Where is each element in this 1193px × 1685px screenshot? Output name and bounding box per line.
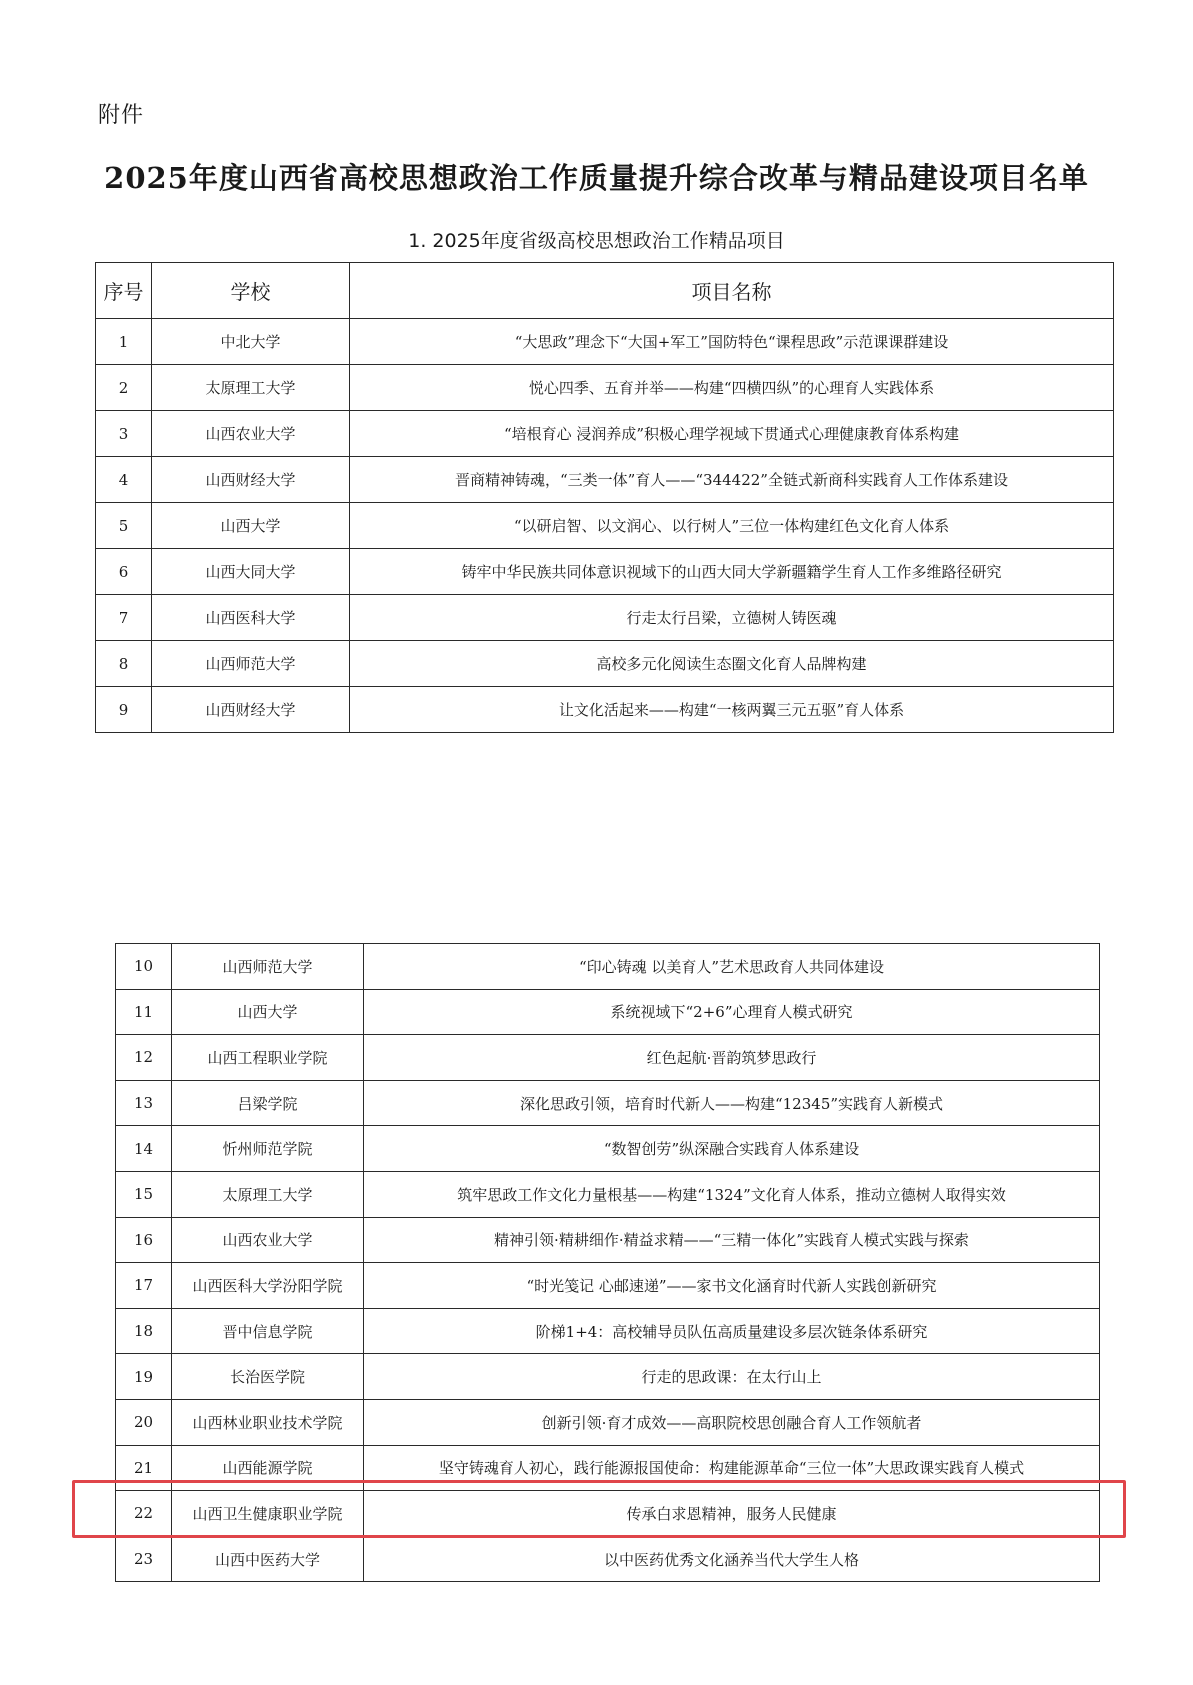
document-title: 2025年度山西省高校思想政治工作质量提升综合改革与精品建设项目名单 [104, 161, 1089, 195]
cell-school: 山西林业职业技术学院 [172, 1399, 364, 1445]
cell-project: 让文化活起来——构建“一核两翼三元五驱”育人体系 [350, 687, 1114, 733]
cell-project: 红色起航·晋韵筑梦思政行 [364, 1035, 1100, 1081]
table-row [116, 1354, 1100, 1400]
cell-seq: 22 [116, 1491, 172, 1537]
cell-school: 太原理工大学 [152, 365, 350, 411]
table-row [96, 411, 1114, 457]
cell-project: 铸牢中华民族共同体意识视域下的山西大同大学新疆籍学生育人工作多维路径研究 [350, 549, 1114, 595]
attachment-label: 附件 [98, 103, 145, 128]
cell-project: “数智创劳”纵深融合实践育人体系建设 [364, 1126, 1100, 1172]
table-row [96, 595, 1114, 641]
table-row [96, 503, 1114, 549]
cell-project: 传承白求恩精神，服务人民健康 [364, 1491, 1100, 1537]
cell-seq: 11 [116, 989, 172, 1035]
cell-seq: 16 [116, 1217, 172, 1263]
cell-school: 中北大学 [152, 319, 350, 365]
cell-project: “培根育心 浸润养成”积极心理学视域下贯通式心理健康教育体系构建 [350, 411, 1114, 457]
cell-school: 山西师范大学 [152, 641, 350, 687]
cell-project: 坚守铸魂育人初心，践行能源报国使命：构建能源革命“三位一体”大思政课实践育人模式 [364, 1445, 1100, 1491]
cell-school: 吕梁学院 [172, 1080, 364, 1126]
cell-school: 山西师范大学 [172, 944, 364, 990]
table-row [116, 1080, 1100, 1126]
cell-project: “时光笺记 心邮速递”——家书文化涵育时代新人实践创新研究 [364, 1263, 1100, 1309]
cell-project: 阶梯1+4：高校辅导员队伍高质量建设多层次链条体系研究 [364, 1308, 1100, 1354]
table-header-row [96, 263, 1114, 319]
cell-project: 系统视域下“2+6”心理育人模式研究 [364, 989, 1100, 1035]
cell-project: 高校多元化阅读生态圈文化育人品牌构建 [350, 641, 1114, 687]
cell-school: 山西大学 [152, 503, 350, 549]
cell-school: 山西财经大学 [152, 687, 350, 733]
header-seq: 序号 [96, 263, 152, 319]
table-row [116, 1171, 1100, 1217]
cell-project: “大思政”理念下“大国+军工”国防特色“课程思政”示范课课群建设 [350, 319, 1114, 365]
cell-seq: 14 [116, 1126, 172, 1172]
cell-project: 悦心四季、五育并举——构建“四横四纵”的心理育人实践体系 [350, 365, 1114, 411]
cell-seq: 7 [96, 595, 152, 641]
cell-seq: 17 [116, 1263, 172, 1309]
cell-seq: 3 [96, 411, 152, 457]
cell-school: 山西卫生健康职业学院 [172, 1491, 364, 1537]
cell-project: 晋商精神铸魂，“三类一体”育人——“344422”全链式新商科实践育人工作体系建设 [350, 457, 1114, 503]
table-row [96, 457, 1114, 503]
table-row [116, 1126, 1100, 1172]
table-row [116, 1445, 1100, 1491]
project-table-page-1 [95, 262, 1114, 733]
cell-school: 忻州师范学院 [172, 1126, 364, 1172]
cell-seq: 5 [96, 503, 152, 549]
cell-seq: 19 [116, 1354, 172, 1400]
cell-project: 行走的思政课：在太行山上 [364, 1354, 1100, 1400]
cell-school: 山西医科大学汾阳学院 [172, 1263, 364, 1309]
cell-project: “以研启智、以文润心、以行树人”三位一体构建红色文化育人体系 [350, 503, 1114, 549]
cell-seq: 20 [116, 1399, 172, 1445]
table-row [116, 1308, 1100, 1354]
cell-project: 创新引领·育才成效——高职院校思创融合育人工作领航者 [364, 1399, 1100, 1445]
cell-school: 山西工程职业学院 [172, 1035, 364, 1081]
section-subtitle: 1. 2025年度省级高校思想政治工作精品项目 [408, 230, 785, 252]
project-table-page-2 [115, 943, 1100, 1582]
cell-seq: 23 [116, 1536, 172, 1582]
cell-project: 筑牢思政工作文化力量根基——构建“1324”文化育人体系，推动立德树人取得实效 [364, 1171, 1100, 1217]
cell-seq: 8 [96, 641, 152, 687]
table-row [116, 944, 1100, 990]
cell-seq: 1 [96, 319, 152, 365]
cell-school: 太原理工大学 [172, 1171, 364, 1217]
table-row [116, 989, 1100, 1035]
cell-school: 山西农业大学 [172, 1217, 364, 1263]
cell-seq: 21 [116, 1445, 172, 1491]
cell-seq: 12 [116, 1035, 172, 1081]
table-row [116, 1217, 1100, 1263]
cell-school: 晋中信息学院 [172, 1308, 364, 1354]
table-row [96, 319, 1114, 365]
cell-school: 山西能源学院 [172, 1445, 364, 1491]
table-row [96, 641, 1114, 687]
cell-school: 山西大学 [172, 989, 364, 1035]
cell-seq: 15 [116, 1171, 172, 1217]
cell-project: 深化思政引领，培育时代新人——构建“12345”实践育人新模式 [364, 1080, 1100, 1126]
table-row [116, 1536, 1100, 1582]
cell-school: 山西大同大学 [152, 549, 350, 595]
cell-seq: 2 [96, 365, 152, 411]
table-row [116, 1035, 1100, 1081]
cell-school: 长治医学院 [172, 1354, 364, 1400]
header-project: 项目名称 [350, 263, 1114, 319]
table-row [116, 1491, 1100, 1537]
cell-project: 精神引领·精耕细作·精益求精——“三精一体化”实践育人模式实践与探索 [364, 1217, 1100, 1263]
cell-seq: 4 [96, 457, 152, 503]
cell-school: 山西农业大学 [152, 411, 350, 457]
table-row [96, 687, 1114, 733]
cell-seq: 6 [96, 549, 152, 595]
cell-school: 山西财经大学 [152, 457, 350, 503]
cell-seq: 9 [96, 687, 152, 733]
cell-school: 山西中医药大学 [172, 1536, 364, 1582]
cell-project: “印心铸魂 以美育人”艺术思政育人共同体建设 [364, 944, 1100, 990]
cell-school: 山西医科大学 [152, 595, 350, 641]
header-school: 学校 [152, 263, 350, 319]
table-row [96, 549, 1114, 595]
table-row [116, 1263, 1100, 1309]
table-row [96, 365, 1114, 411]
cell-project: 行走太行吕梁，立德树人铸医魂 [350, 595, 1114, 641]
cell-seq: 13 [116, 1080, 172, 1126]
table-row [116, 1399, 1100, 1445]
cell-seq: 10 [116, 944, 172, 990]
cell-seq: 18 [116, 1308, 172, 1354]
cell-project: 以中医药优秀文化涵养当代大学生人格 [364, 1536, 1100, 1582]
